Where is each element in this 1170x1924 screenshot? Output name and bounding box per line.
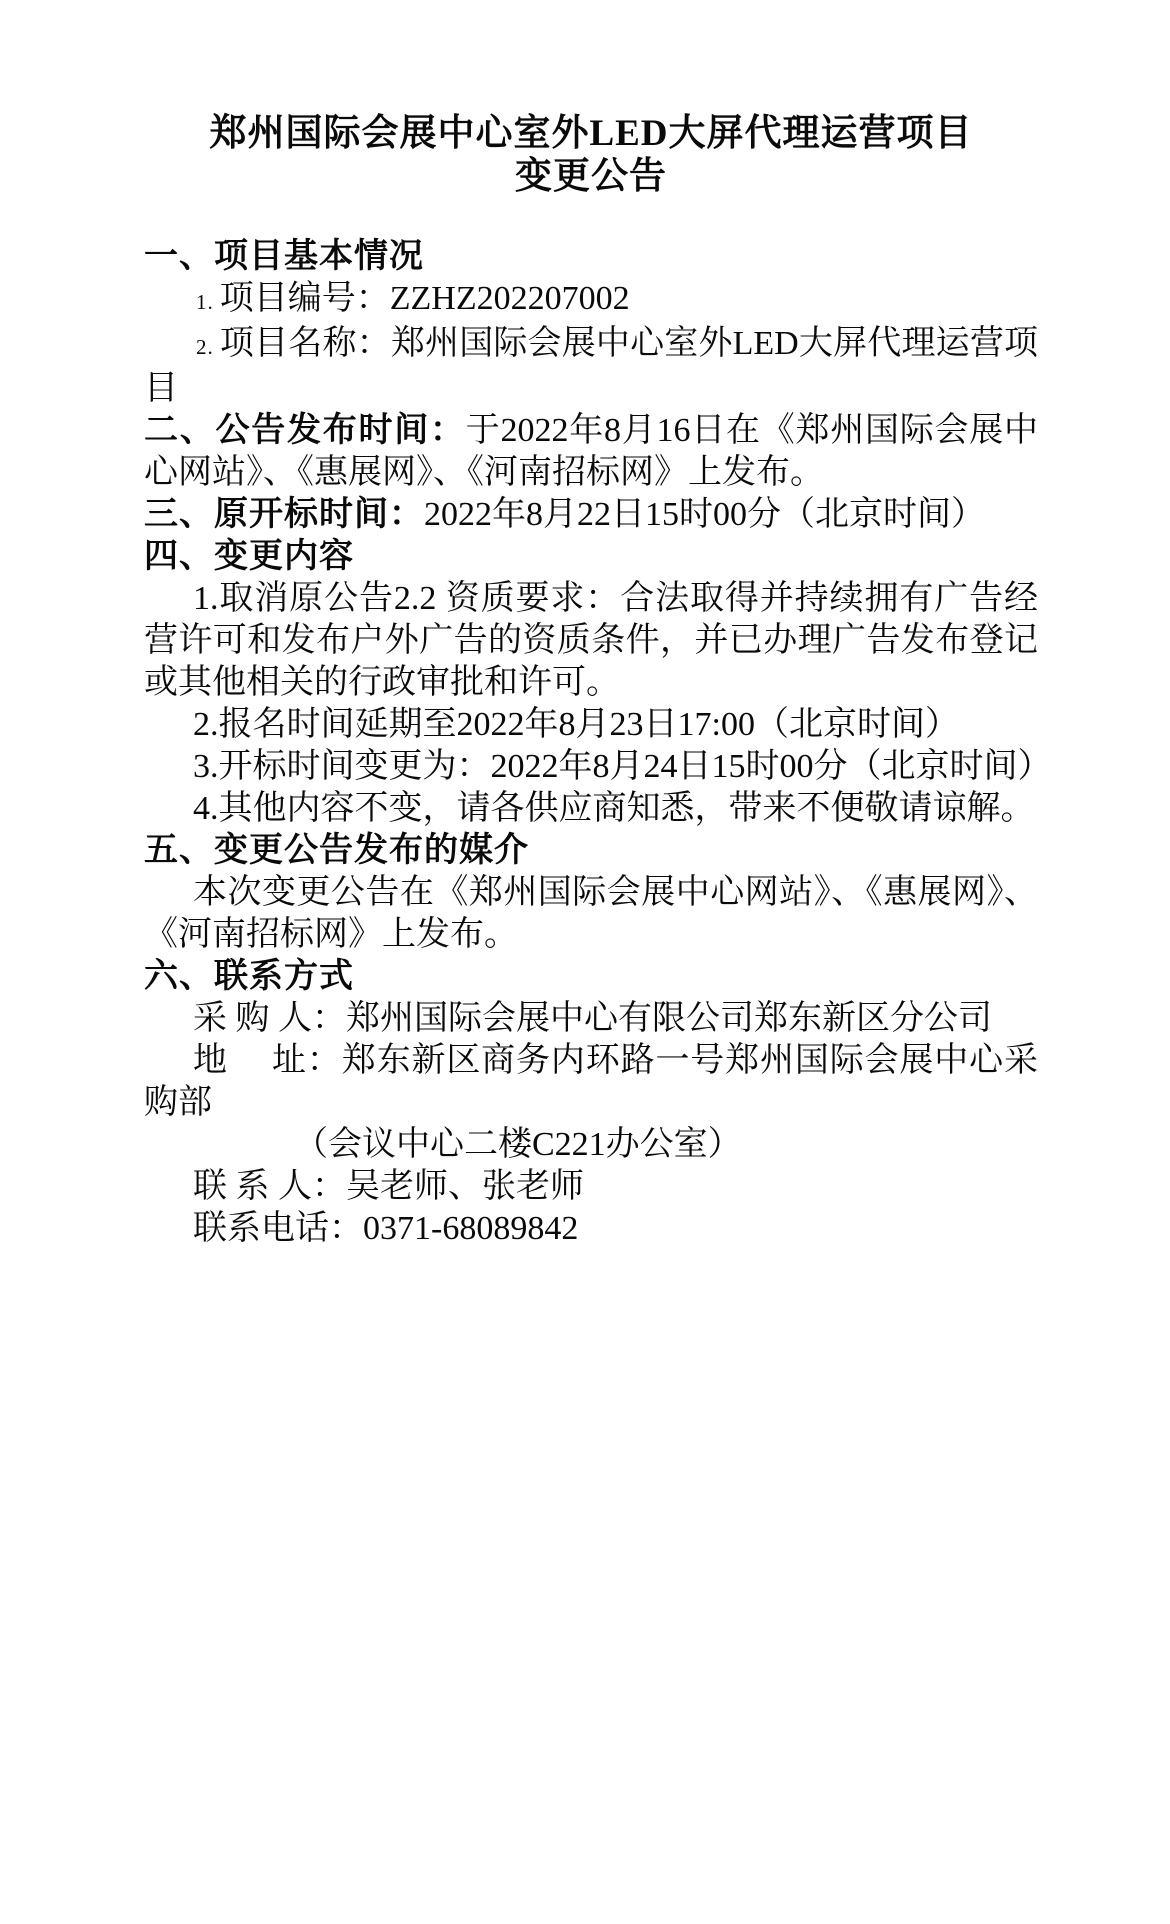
text-segment: 地 址：郑东新区商务内环路一号郑州国际会展中心采购部 <box>144 1042 1038 1121</box>
paragraph <box>144 1040 1038 1124</box>
text-segment: 六、联系方式 <box>144 958 354 995</box>
text-segment: 本次变更公告在《郑州国际会展中心网站》、《惠展网》、《河南招标网》上发布。 <box>144 874 1038 953</box>
document-content <box>144 112 1052 1250</box>
text-segment: 于2022年8月16日在《郑州国际会展中心网站》、《惠展网》、《河南招标网》上发布。 <box>144 412 1038 491</box>
paragraph <box>144 1208 1038 1250</box>
paragraph <box>144 1124 1038 1166</box>
paragraph <box>144 998 1038 1040</box>
text-segment: 3.开标时间变更为：2022年8月24日15时00分（北京时间） <box>193 748 1052 785</box>
paragraph <box>144 746 1052 788</box>
text-segment: 项目名称：郑州国际会展中心室外LED大屏代理运营项目 <box>144 325 1038 407</box>
text-segment: 五、变更公告发布的媒介 <box>144 832 529 869</box>
paragraph <box>144 788 1038 830</box>
text-segment: 联 系 人：吴老师、张老师 <box>193 1168 584 1205</box>
paragraph <box>144 872 1038 956</box>
text-segment: 四、变更内容 <box>144 538 354 575</box>
text-segment: 2022年8月22日15时00分（北京时间） <box>424 496 985 533</box>
text-segment: 二、公告发布时间： <box>144 412 466 449</box>
paragraph <box>144 1166 1038 1208</box>
text-segment: 项目编号：ZZHZ202207002 <box>219 280 630 317</box>
section-heading <box>144 830 1038 872</box>
section-heading <box>144 236 1038 278</box>
text-segment: 1.取消原公告2.2 资质要求：合法取得并持续拥有广告经营许可和发布户外广告的资质条件，并已办理广告发布登记或其他相关的行政审批和许可。 <box>144 580 1038 701</box>
paragraph <box>144 578 1038 704</box>
text-segment: 采 购 人：郑州国际会展中心有限公司郑东新区分公司 <box>193 1000 992 1037</box>
list-marker: 2. <box>196 335 214 359</box>
list-marker: 1. <box>196 290 214 314</box>
text-segment: 联系电话：0371-68089842 <box>193 1210 579 1247</box>
text-segment: 三、原开标时间： <box>144 496 424 533</box>
paragraph <box>144 410 1038 494</box>
paragraph <box>144 704 1038 746</box>
paragraph-list <box>144 236 1052 1250</box>
text-segment: 2.报名时间延期至2022年8月23日17:00（北京时间） <box>193 706 959 743</box>
paragraph <box>144 278 1038 323</box>
paragraph <box>144 494 1038 536</box>
section-heading <box>144 956 1038 998</box>
text-segment: 4.其他内容不变，请各供应商知悉，带来不便敬请谅解。 <box>193 790 1035 827</box>
text-segment: 一、项目基本情况 <box>144 238 424 275</box>
section-heading <box>144 536 1038 578</box>
title-line-2: 变更公告 <box>515 156 667 197</box>
paragraph <box>144 323 1038 410</box>
text-segment: （会议中心二楼C221办公室） <box>294 1126 742 1163</box>
document-title <box>144 112 1038 198</box>
title-line-1: 郑州国际会展中心室外LED大屏代理运营项目 <box>209 113 973 154</box>
